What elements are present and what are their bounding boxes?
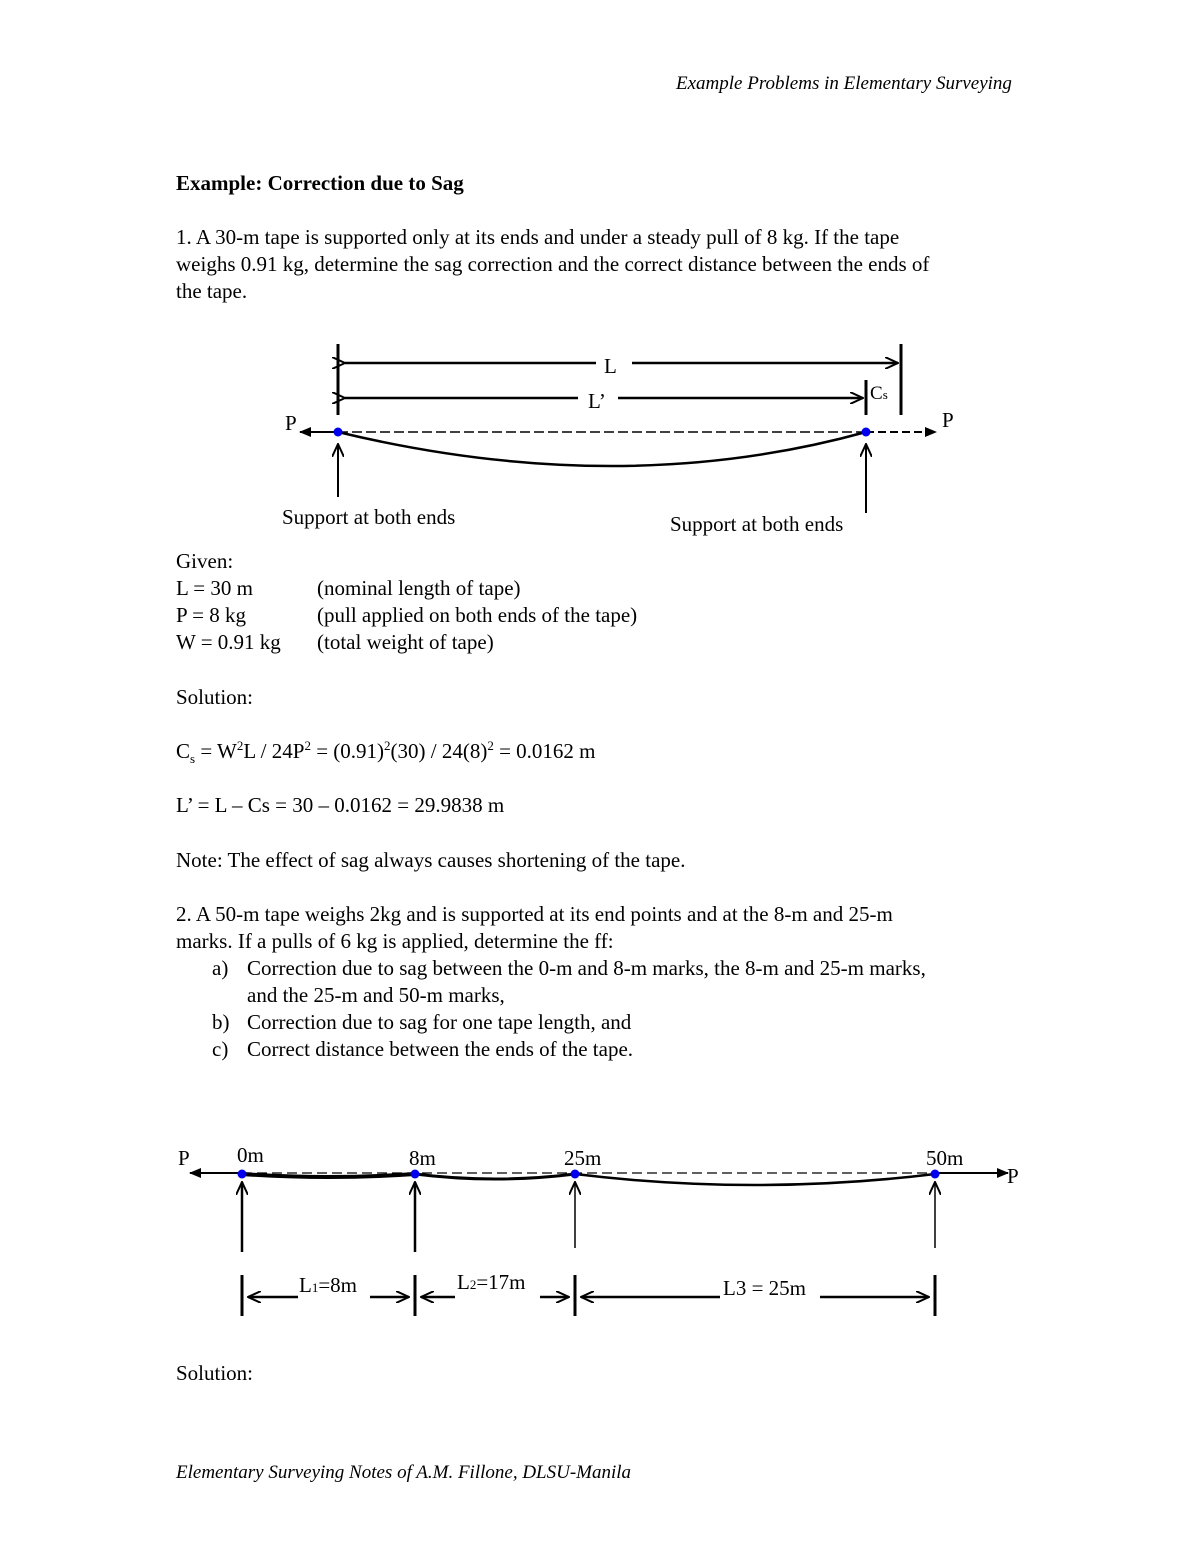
problem1-line2: weighs 0.91 kg, determine the sag correction and the correct distance between the ends of bbox=[176, 252, 930, 276]
fig2-mark-0m: 0m bbox=[237, 1143, 264, 1167]
fig2-mark-50m: 50m bbox=[926, 1146, 964, 1170]
fig1-label-Cs: Cs bbox=[870, 383, 888, 404]
list-marker-b: b) bbox=[212, 1010, 230, 1034]
list-item-a-line1: Correction due to sag between the 0-m and 8-m marks, the 8-m and 25-m marks, bbox=[247, 956, 926, 980]
problem2-line2: marks. If a pulls of 6 kg is applied, determine the ff: bbox=[176, 929, 614, 953]
list-item-c: Correct distance between the ends of the tape. bbox=[247, 1037, 634, 1061]
fig1-support-label-left: Support at both ends bbox=[282, 505, 456, 529]
fig2-mark-25m: 25m bbox=[564, 1146, 602, 1170]
given-desc-L: (nominal length of tape) bbox=[317, 576, 521, 600]
fig2-span2-label: L2=17m bbox=[457, 1270, 526, 1294]
fig1-label-Lprime: L’ bbox=[588, 389, 606, 413]
running-header: Example Problems in Elementary Surveying bbox=[676, 73, 1012, 94]
equation-corrected-distance: L’ = L – Cs = 30 – 0.0162 = 29.9838 m bbox=[176, 793, 505, 817]
fig1-label-P-right: P bbox=[942, 408, 954, 432]
note-sag-shortening: Note: The effect of sag always causes shortening of the tape. bbox=[176, 848, 686, 872]
fig2-label-P-left: P bbox=[178, 1146, 190, 1170]
list-marker-a: a) bbox=[212, 956, 229, 980]
given-var-L: L = 30 m bbox=[176, 576, 253, 600]
fig1-label-P-left: P bbox=[285, 411, 297, 435]
problem2-line1: 2. A 50-m tape weighs 2kg and is supported at its end points and at the 8-m and 25-m bbox=[176, 902, 893, 926]
fig2-support-point-0m bbox=[238, 1170, 247, 1179]
page-footer: Elementary Surveying Notes of A.M. Fillone, DLSU-Manila bbox=[176, 1462, 632, 1483]
fig1-support-label-right: Support at both ends bbox=[670, 512, 844, 536]
problem1-line3: the tape. bbox=[176, 279, 248, 303]
fig2-span1-label: L1=8m bbox=[299, 1273, 358, 1297]
list-item-a-line2: and the 25-m and 50-m marks, bbox=[247, 983, 505, 1007]
fig2-span3-label: L3 = 25m bbox=[723, 1276, 807, 1300]
given-desc-W: (total weight of tape) bbox=[317, 630, 494, 654]
problem1-line1: 1. A 30-m tape is supported only at its ends and under a steady pull of 8 kg. If the tape bbox=[176, 225, 900, 249]
list-marker-c: c) bbox=[212, 1037, 229, 1061]
fig2-sag-curve-span2 bbox=[415, 1174, 575, 1179]
fig2-sag-curve-span3 bbox=[575, 1174, 935, 1185]
solution2-title: Solution: bbox=[176, 1361, 254, 1385]
given-desc-P: (pull applied on both ends of the tape) bbox=[317, 603, 638, 627]
given-var-P: P = 8 kg bbox=[176, 603, 246, 627]
fig2-sag-curve-span1 bbox=[242, 1174, 415, 1177]
fig2-label-P-right: P bbox=[1007, 1164, 1019, 1188]
given-var-W: W = 0.91 kg bbox=[176, 630, 281, 654]
fig1-label-L: L bbox=[604, 354, 617, 378]
given-title: Given: bbox=[176, 549, 234, 573]
list-item-b: Correction due to sag for one tape length, and bbox=[247, 1010, 632, 1034]
solution1-title: Solution: bbox=[176, 685, 254, 709]
example-heading: Example: Correction due to Sag bbox=[176, 171, 464, 195]
fig2-mark-8m: 8m bbox=[409, 1146, 436, 1170]
equation-sag-correction: $C_s = W^2L / 24P^2 = (0.91)^2(30) / 24(8)^2 = 0.0162$ m bbox=[176, 738, 596, 767]
